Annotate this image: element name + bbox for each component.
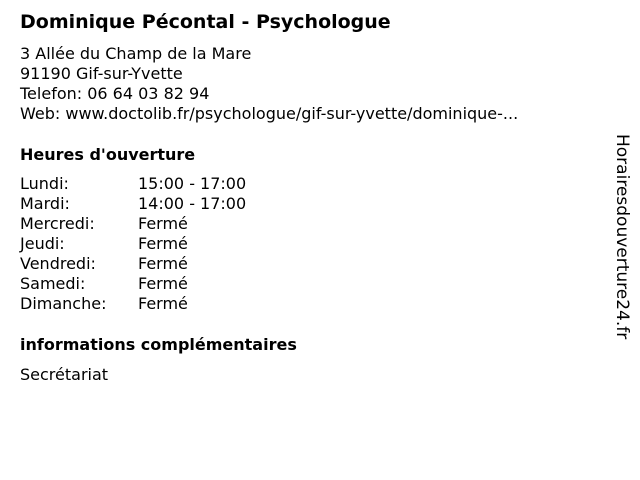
- hours-row-thursday: [20, 234, 320, 254]
- day-label: Jeudi:: [20, 234, 65, 253]
- hours-value: Fermé: [138, 294, 188, 313]
- additional-info-heading: informations complémentaires: [20, 335, 297, 354]
- day-label: Dimanche:: [20, 294, 107, 313]
- address-line-2: 91190 Gif-sur-Yvette: [20, 64, 183, 83]
- hours-value: Fermé: [138, 254, 188, 273]
- hours-value: 15:00 - 17:00: [138, 174, 247, 193]
- opening-hours-heading: Heures d'ouverture: [20, 145, 196, 164]
- day-label: Samedi:: [20, 274, 86, 293]
- phone-number: Telefon: 06 64 03 82 94: [20, 84, 210, 103]
- website-link[interactable]: Web: www.doctolib.fr/psychologue/gif-sur-yvette/dominique-...: [20, 104, 519, 123]
- day-label: Lundi:: [20, 174, 69, 193]
- hours-row-friday: [20, 254, 320, 274]
- opening-hours-table: [20, 174, 320, 314]
- hours-value: 14:00 - 17:00: [138, 194, 247, 213]
- hours-value: Fermé: [138, 234, 188, 253]
- day-label: Vendredi:: [20, 254, 96, 273]
- hours-row-tuesday: [20, 194, 320, 214]
- hours-row-saturday: [20, 274, 320, 294]
- address-line-1: 3 Allée du Champ de la Mare: [20, 44, 252, 63]
- day-label: Mercredi:: [20, 214, 95, 233]
- hours-row-wednesday: [20, 214, 320, 234]
- hours-row-monday: [20, 174, 320, 194]
- watermark-text: Horairesdouverture24.fr: [612, 134, 632, 340]
- hours-value: Fermé: [138, 214, 188, 233]
- additional-info-text: Secrétariat: [20, 365, 109, 384]
- hours-value: Fermé: [138, 274, 188, 293]
- contact-block: [20, 44, 518, 124]
- business-name: Dominique Pécontal - Psychologue: [20, 11, 391, 33]
- day-label: Mardi:: [20, 194, 70, 213]
- site-watermark: [612, 134, 632, 374]
- hours-row-sunday: [20, 294, 320, 314]
